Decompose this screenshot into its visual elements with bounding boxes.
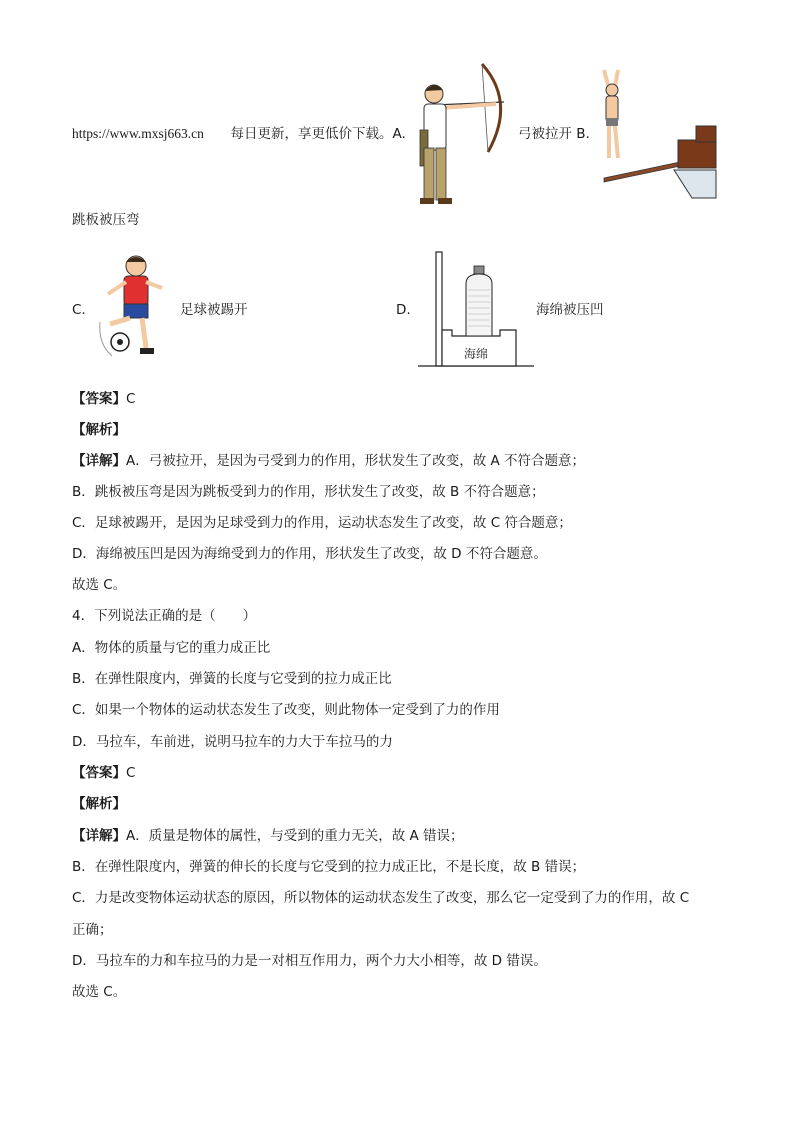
q4-detail-line-3: C．力是改变物体运动状态的原因，所以物体的运动状态发生了改变，那么它一定受到了力的作用，故 C (72, 890, 690, 906)
q4-conclusion: 故选 C。 (72, 984, 127, 1000)
q3-answer (72, 389, 135, 409)
option-c-label: 足球被踢开 (180, 302, 248, 318)
q4-option-a: A．物体的质量与它的重力成正比 (72, 640, 271, 656)
detail-tag: 【详解】 (72, 453, 126, 469)
detail-tag: 【详解】 (72, 828, 126, 844)
q4-detail-line-4: 正确； (72, 922, 113, 938)
sponge-text: 海绵 (464, 347, 489, 361)
answer-tag: 【答案】 (72, 765, 126, 781)
answer-tag: 【答案】 (72, 391, 126, 407)
site-url: https://www.mxsj663.cn (72, 126, 204, 141)
q3-detail-line-4: D．海绵被压凹是因为海绵受到力的作用，形状发生了改变，故 D 不符合题意。 (72, 546, 547, 562)
option-c-letter: C. (72, 302, 86, 318)
q3-detail-line-3: C．足球被踢开，是因为足球受到力的作用，运动状态发生了改变，故 C 符合题意； (72, 515, 572, 531)
q4-detail-line-2: B．在弹性限度内，弹簧的伸长的长度与它受到的拉力成正比，不是长度，故 B 错误； (72, 859, 586, 875)
q3-conclusion: 故选 C。 (72, 577, 127, 593)
option-a-label: 弓被拉开 B. (518, 126, 590, 142)
diver-figure (600, 66, 720, 202)
option-b-label: 跳板被压弯 (72, 212, 140, 228)
option-d-label: 海绵被压凹 (536, 302, 604, 318)
q3-detail-line-2: B．跳板被压弯是因为跳板受到力的作用，形状发生了改变，故 B 不符合题意； (72, 484, 545, 500)
answer-value: C (126, 391, 136, 407)
q3-detail-line-1 (72, 451, 585, 471)
q4-option-c: C．如果一个物体的运动状态发生了改变，则此物体一定受到了力的作用 (72, 702, 500, 718)
q3-analysis-tag: 【解析】 (72, 422, 126, 438)
answer-value: C (126, 765, 136, 781)
sponge-bottle-figure (418, 250, 536, 372)
q4-answer (72, 763, 135, 783)
q4-analysis-tag: 【解析】 (72, 796, 126, 812)
detail-text: A．质量是物体的属性，与受到的重力无关，故 A 错误； (126, 828, 464, 844)
football-kick-figure (96, 252, 166, 362)
option-d-letter: D. (396, 302, 411, 318)
update-notice: 每日更新，享更低价下载。A. (230, 126, 406, 142)
q4-stem: 4．下列说法正确的是（ ） (72, 608, 257, 624)
archer-figure (404, 60, 516, 210)
detail-text: A．弓被拉开，是因为弓受到力的作用，形状发生了改变，故 A 不符合题意； (126, 453, 586, 469)
q4-detail-line-5: D．马拉车的力和车拉马的力是一对相互作用力，两个力大小相等，故 D 错误。 (72, 953, 547, 969)
header-line (72, 124, 406, 144)
q4-option-d: D．马拉车，车前进，说明马拉车的力大于车拉马的力 (72, 734, 393, 750)
q4-detail-line-1 (72, 826, 464, 846)
q4-option-b: B．在弹性限度内，弹簧的长度与它受到的拉力成正比 (72, 671, 392, 687)
